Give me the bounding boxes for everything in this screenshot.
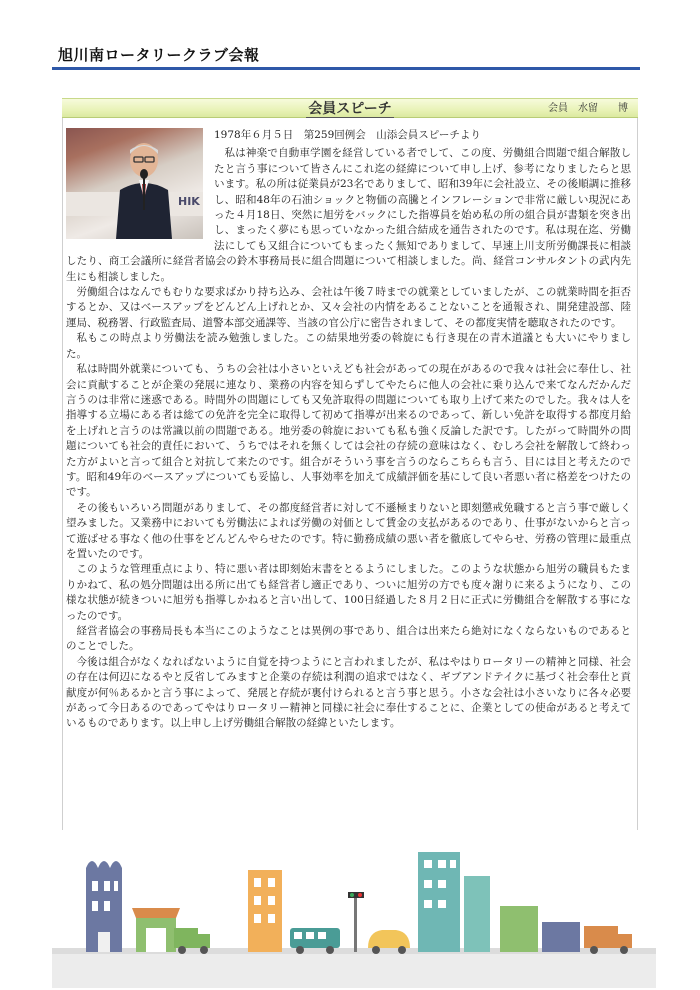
meeting-line: 1978年６月５日 第259回例会 山添会員スピーチより bbox=[214, 129, 481, 141]
tall-building-icon bbox=[418, 852, 490, 952]
building-right-icon bbox=[500, 906, 580, 952]
shop-icon bbox=[132, 908, 180, 952]
traffic-signal-icon bbox=[348, 892, 364, 952]
header-divider bbox=[52, 67, 640, 70]
section-header-bar bbox=[62, 98, 638, 118]
building-orange-icon bbox=[248, 870, 282, 952]
photo-banner-text: HIK bbox=[178, 195, 200, 208]
article-paragraph: 経営者協会の事務局長も本当にこのようなことは異例の事であり、組合は出来たら絶対になくならないものであるとのことでした。 bbox=[66, 625, 631, 653]
speaker-figure-icon bbox=[114, 138, 174, 239]
article-paragraph: 私は時間外就業についても、うちの会社は小さいといえども社会があっての現在があるので我々は社会に奉仕し、社会に貢献することが企業の発展に連なり、業務の内容を知らずしてやたらに他人の会社に乗り込んで来てなんだかんだ言うのは非常に迷惑である。時間外の問題にしても又免許取得の問題についても取り上げて来たのでした。我々は人を指導する立場にある者は総ての免許を完全に取得して初めて指導が出来るのであって、新しい免許を取得する都度月給を上げれと言うのは常識以前の問題である。地労委の斡旋においても私も強く反論した訳です。したがって時間外の問題についても社会的責任において、うちではそれを無くしては会社の存続の意味はなく、むしろ会社を解散して終わった方がよいと言って組合と対抗して来たのです。組合がそういう事を言うのならこちらも言う、目には目と考えたのです。昭和49年のベースアップについても妥協し、人事効率を加えて成績評価を基にして良い者悪い者に格差をつけたのです。 bbox=[66, 363, 631, 499]
article-paragraph: 私もこの時点より労働法を読み勉強しました。この結果地労委の斡旋にも行き現在の青木道議とも大いにやりました。 bbox=[66, 332, 631, 360]
club-newsletter-title: 旭川南ロータリークラブ会報 bbox=[58, 46, 260, 64]
town-street-illustration bbox=[52, 836, 656, 988]
article-paragraph: このような管理重点により、特に悪い者は即刻始末書をとるようにしました。このような状態から旭労の職員もたまりかねて、私の処分問題は出る所に出ても経営者し適正であり、ついに旭労の方でも度々謝りに来るようになり、この様な状態が続きついに旭労も指導しかねると言い出して、100日経過した８月２日に正式に労働組合を解散する事になったのです。 bbox=[66, 563, 631, 622]
section-border-left bbox=[62, 118, 63, 830]
section-title: 会員スピーチ bbox=[308, 101, 392, 117]
article-paragraph: 私は神楽で自動車学園を経営している者でして、この度、労働組合問題で組合解散したと言う事について皆さんにこれ迄の経緯について申し上げ、参考になりましたらと思います。私の所は従業員が23名でありまして、昭和39年に会社設立、その後順調に推移し、昭和48年の石油ショックと物価の高騰とインフレーションで非常に厳しい現況にあった４月18日、突然に旭労をバックにした指導員を始め私の所の組合員が書類を突き出し、まったく夢にも思っていなかった組合結成を通告されたのです。私は現在迄、労働法にしても又組合についてもまったく無知でありまして、早速上川支所労働課長に相談したり、商工会議所に経営者協会の鈴木事務局長に組合問題について相談しました。尚、経営コンサルタントの武内先生にも相談しました。 bbox=[66, 147, 631, 283]
building-left-icon bbox=[86, 861, 122, 952]
article-paragraph: 労働組合はなんでもむりな要求ばかり持ち込み、会社は午後７時までの就業としていましたが、この就業時間を拒否するとか、又はベースアップをどんどん上げれとか、又々会社の内情をあることないことを通報され、開発建設部、陸運局、税務署、行政監査局、道警本部交通課等、当該の官公庁に密告されまして、その都度実情を聴取されたのです。 bbox=[66, 286, 631, 329]
speaker-credit: 会員 水留 博 bbox=[548, 103, 628, 114]
section-border-right bbox=[637, 118, 638, 830]
article-paragraph: その後もいろいろ問題がありまして、その都度経営者に対して不遜極まりないと即刻懲戒免職すると言う事で厳しく望みました。又業務中においても労働法によれば労働の対価として賃金の支払があるのであり、仕事がないからと言って遊ばせる事なく他の仕事をどんどんやらせたのです。特に勤務成績の悪い者を徹底してやらせ、労務の管理に最重点を置いたのです。 bbox=[66, 501, 631, 560]
speaker-photo bbox=[66, 128, 203, 239]
article-paragraph: 今後は組合がなくなればないように自覚を持つようにと言われましたが、私はやはりロータリーの精神と同様、社会の存在は何辺になるやと反省してみますと企業の存続は利潤の追求ではなく、ギブアンドテイクに基づく社会奉仕と貢献度が何％あるかと言う事によって、発展と存続が裏付けられると言う事と思う。小さな会社は小さいなりに各々必要があって今日あるのであってやはりロータリー精神と同様に社会に奉仕することに、企業としての使命があると考えているものであります。以上申し上げ労働組合解散の経緯といたします。 bbox=[66, 655, 631, 730]
